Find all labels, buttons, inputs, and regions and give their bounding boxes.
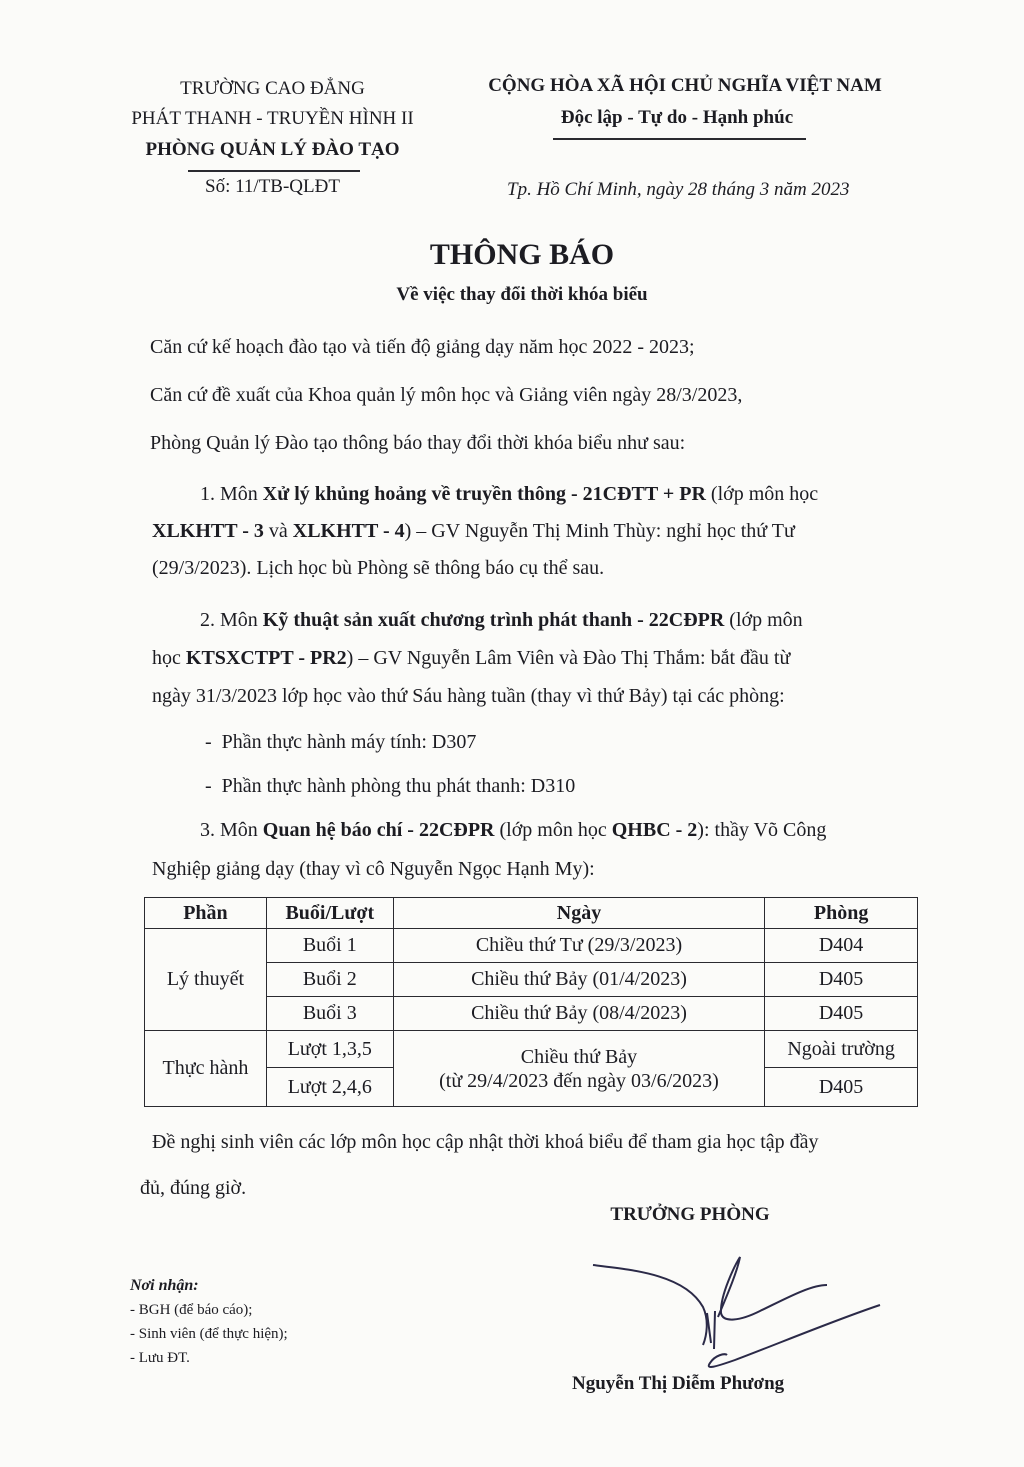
signer-name: Nguyễn Thị Diễm Phương xyxy=(572,1373,785,1394)
bullet-text: Phần thực hành máy tính: D307 xyxy=(221,731,477,753)
item2-text: (lớp môn xyxy=(724,609,803,631)
department-name: PHÒNG QUẢN LÝ ĐÀO TẠO xyxy=(145,139,400,160)
item1-text: và xyxy=(263,520,293,542)
item3-line2: Nghiệp giảng dạy (thay vì cô Nguyễn Ngọc Hạnh My): xyxy=(152,858,595,880)
intro-line-1: Căn cứ kế hoạch đào tạo và tiến độ giảng dạy năm học 2022 - 2023; xyxy=(150,336,695,358)
room-cell: D405 xyxy=(765,1068,918,1107)
item3-text: ): thầy Võ Công xyxy=(697,819,827,841)
item3-text: 3. Môn xyxy=(200,819,263,841)
header-left-underline xyxy=(188,170,360,172)
item2-course: Kỹ thuật sản xuất chương trình phát thanh - 22CĐPR xyxy=(262,609,725,631)
place-date: Tp. Hồ Chí Minh, ngày 28 tháng 3 năm 2023 xyxy=(507,179,850,200)
document-title: THÔNG BÁO xyxy=(429,238,615,271)
practice-date-line1: Chiều thứ Bảy xyxy=(520,1045,638,1068)
room-cell: D404 xyxy=(765,929,918,963)
practice-date-line2: (từ 29/4/2023 đến ngày 03/6/2023) xyxy=(439,1069,719,1092)
item3-course: Quan hệ báo chí - 22CĐPR xyxy=(262,819,495,841)
item1-text: 1. Môn xyxy=(200,483,263,505)
bullet-text: Phần thực hành phòng thu phát thanh: D310 xyxy=(221,775,576,797)
header-right-underline xyxy=(553,138,806,140)
item2-bullet-2 xyxy=(205,768,575,804)
item2-bullet-1 xyxy=(205,724,476,760)
bullet-dash: - xyxy=(205,775,222,797)
item1-line3: (29/3/2023). Lịch học bù Phòng sẽ thông báo cụ thể sau. xyxy=(152,557,605,579)
session-cell: Lượt 2,4,6 xyxy=(266,1068,393,1107)
table-header-row xyxy=(145,898,918,929)
bullet-dash: - xyxy=(205,731,222,753)
date-cell: Chiều thứ Bảy (08/4/2023) xyxy=(393,997,764,1031)
header-part: Phần xyxy=(145,898,267,929)
recipient-item: - BGH (để báo cáo); xyxy=(130,1302,253,1318)
closing-line2: đủ, đúng giờ. xyxy=(140,1177,247,1199)
national-motto: Độc lập - Tự do - Hạnh phúc xyxy=(560,107,794,128)
item2-line1 xyxy=(200,602,803,638)
table-row xyxy=(145,1031,918,1068)
date-cell: Chiều thứ Tư (29/3/2023) xyxy=(393,929,764,963)
item2-text: 2. Môn xyxy=(200,609,263,631)
closing-line1: Đề nghị sinh viên các lớp môn học cập nhật thời khoá biểu để tham gia học tập đầy xyxy=(152,1131,819,1153)
schedule-table xyxy=(144,897,918,1107)
item2-class-code: KTSXCTPT - PR2 xyxy=(185,647,347,669)
intro-line-3: Phòng Quản lý Đào tạo thông báo thay đổi thời khóa biểu như sau: xyxy=(150,432,686,454)
item1-text: (lớp môn học xyxy=(705,483,819,505)
recipient-item: - Lưu ĐT. xyxy=(130,1350,190,1366)
practice-date-cell xyxy=(393,1031,764,1107)
item1-class-code: XLKHTT - 3 xyxy=(152,520,264,542)
item3-class-code: QHBC - 2 xyxy=(611,819,698,841)
school-name-line2: PHÁT THANH - TRUYỀN HÌNH II xyxy=(131,108,414,129)
school-name-line1: TRƯỜNG CAO ĐẲNG xyxy=(180,78,365,99)
header-date: Ngày xyxy=(393,898,764,929)
document-subtitle: Về việc thay đổi thời khóa biểu xyxy=(396,284,648,305)
session-cell: Buổi 3 xyxy=(266,997,393,1031)
item1-line2 xyxy=(152,513,795,549)
intro-line-2: Căn cứ đề xuất của Khoa quản lý môn học và Giảng viên ngày 28/3/2023, xyxy=(150,384,743,406)
item1-course: Xử lý khủng hoảng về truyền thông - 21CĐTT + PR xyxy=(262,483,706,505)
session-cell: Lượt 1,3,5 xyxy=(266,1031,393,1068)
room-cell: D405 xyxy=(765,997,918,1031)
session-cell: Buổi 2 xyxy=(266,963,393,997)
national-title: CỘNG HÒA XÃ HỘI CHỦ NGHĨA VIỆT NAM xyxy=(488,75,882,96)
item1-text: ) – GV Nguyễn Thị Minh Thùy: nghỉ học thứ Tư xyxy=(404,520,795,542)
room-cell: D405 xyxy=(765,963,918,997)
item2-text: học xyxy=(152,647,186,669)
signer-title: TRƯỞNG PHÒNG xyxy=(610,1204,770,1225)
item2-text: ) – GV Nguyễn Lâm Viên và Đào Thị Thắm: bắt đầu từ xyxy=(346,647,791,669)
item3-line1 xyxy=(200,812,826,848)
header-session: Buổi/Lượt xyxy=(266,898,393,929)
session-cell: Buổi 1 xyxy=(266,929,393,963)
recipient-item: - Sinh viên (để thực hiện); xyxy=(130,1326,288,1342)
recipients-label: Nơi nhận: xyxy=(130,1277,199,1294)
header-room: Phòng xyxy=(765,898,918,929)
item2-line2 xyxy=(152,640,790,676)
date-cell: Chiều thứ Bảy (01/4/2023) xyxy=(393,963,764,997)
doc-number: Số: 11/TB-QLĐT xyxy=(205,176,340,197)
item3-text: (lớp môn học xyxy=(494,819,612,841)
room-cell: Ngoài trường xyxy=(765,1031,918,1068)
item1-line1 xyxy=(200,476,818,512)
part-theory: Lý thuyết xyxy=(145,929,267,1031)
item1-class-code: XLKHTT - 4 xyxy=(292,520,405,542)
part-practice: Thực hành xyxy=(145,1031,267,1107)
item2-line3: ngày 31/3/2023 lớp học vào thứ Sáu hàng tuần (thay vì thứ Bảy) tại các phòng: xyxy=(152,685,785,707)
table-row xyxy=(145,929,918,963)
